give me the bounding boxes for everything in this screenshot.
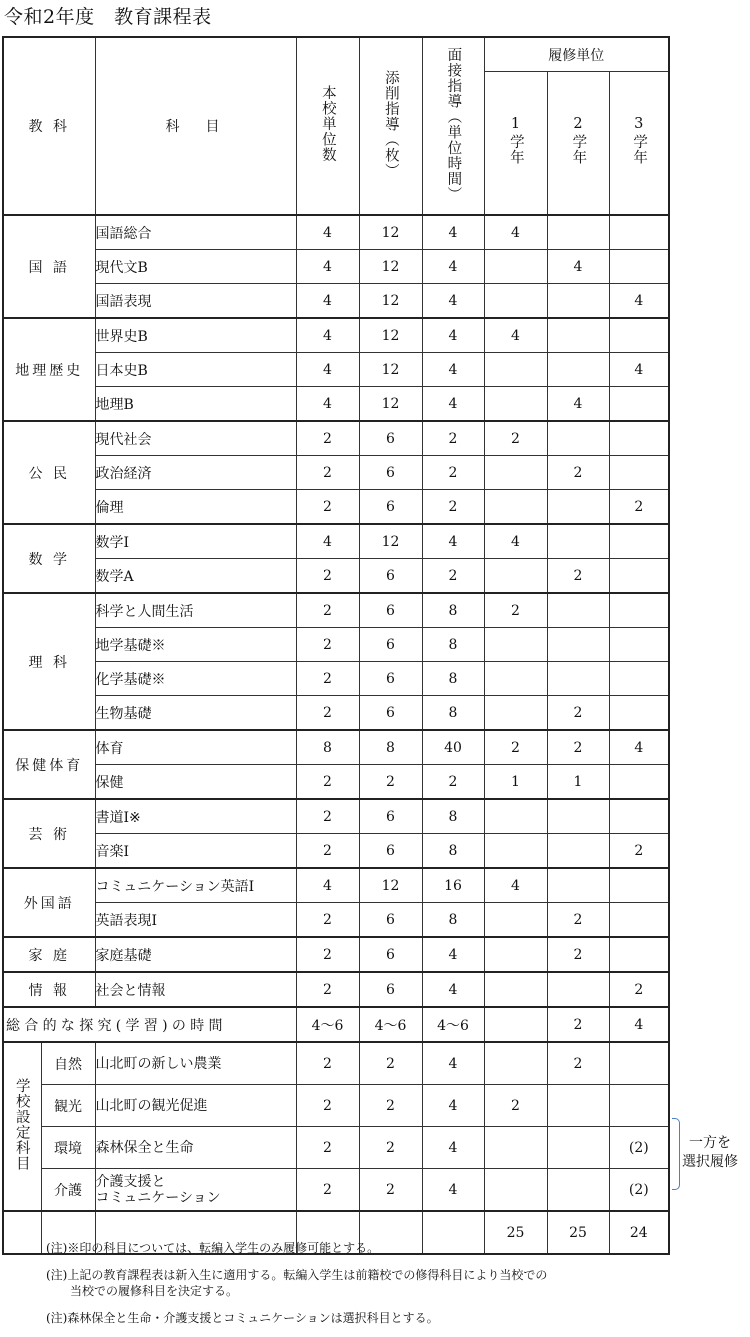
subject-cell: 地学基礎※	[95, 628, 296, 662]
mensetsu-cell: 4	[422, 1127, 484, 1169]
y1-cell	[484, 834, 547, 869]
mensetsu-cell: 8	[422, 834, 484, 869]
y1-cell	[484, 250, 547, 284]
mensetsu-cell: 16	[422, 868, 484, 903]
area-cell: 自然	[41, 1042, 95, 1085]
subject-cell: 英語表現Ⅰ	[95, 903, 296, 938]
tensaku-cell: 6	[359, 799, 422, 834]
y3-cell: 4	[609, 730, 669, 765]
table-row	[3, 353, 669, 387]
y3-cell: 4	[609, 353, 669, 387]
select-note: 一方を 選択履修	[682, 1135, 738, 1170]
area-cell: 介護	[41, 1169, 95, 1212]
mensetsu-cell: 2	[422, 490, 484, 525]
units-cell: 2	[296, 834, 359, 869]
subject-cell: 介護支援と コミュニケーション	[95, 1169, 296, 1212]
units-cell: 2	[296, 972, 359, 1007]
subject-cell: 国語総合	[95, 215, 296, 250]
y1-cell	[484, 456, 547, 490]
y2-cell	[547, 593, 609, 628]
y3-cell	[609, 421, 669, 456]
subject-cell: 家庭基礎	[95, 937, 296, 972]
table-row	[3, 1127, 669, 1169]
mensetsu-cell: 8	[422, 696, 484, 731]
table-row	[3, 765, 669, 800]
category-cell: 芸 術	[3, 799, 95, 868]
y3-cell	[609, 1042, 669, 1085]
y2-cell	[547, 421, 609, 456]
tensaku-cell: 12	[359, 353, 422, 387]
table-row	[3, 1085, 669, 1127]
subject-cell: 数学A	[95, 559, 296, 594]
table-row	[3, 937, 669, 972]
tensaku-cell: 6	[359, 696, 422, 731]
y1-cell: 2	[484, 730, 547, 765]
y3-cell	[609, 318, 669, 353]
table-row	[3, 593, 669, 628]
tensaku-cell: 12	[359, 524, 422, 559]
table-row	[3, 490, 669, 525]
table-row	[3, 903, 669, 938]
y2-cell: 2	[547, 696, 609, 731]
tensaku-cell: 12	[359, 284, 422, 319]
units-cell: 2	[296, 903, 359, 938]
tensaku-cell: 6	[359, 559, 422, 594]
y2-cell	[547, 662, 609, 696]
y2-cell	[547, 972, 609, 1007]
y3-cell	[609, 628, 669, 662]
mensetsu-cell: 8	[422, 903, 484, 938]
mensetsu-cell: 4	[422, 318, 484, 353]
subject-cell: 社会と情報	[95, 972, 296, 1007]
y2-cell	[547, 353, 609, 387]
y2-cell: 2	[547, 1007, 609, 1042]
subject-cell: 数学Ⅰ	[95, 524, 296, 559]
units-cell: 2	[296, 765, 359, 800]
y2-cell: 2	[547, 937, 609, 972]
subject-cell: 化学基礎※	[95, 662, 296, 696]
category-cell: 理 科	[3, 593, 95, 730]
y2-cell	[547, 868, 609, 903]
table-row	[3, 215, 669, 250]
tensaku-cell: 8	[359, 730, 422, 765]
tensaku-cell: 12	[359, 215, 422, 250]
y3-cell: 2	[609, 490, 669, 525]
select-bracket	[672, 1118, 680, 1190]
mensetsu-cell: 2	[422, 559, 484, 594]
category-cell: 保健体育	[3, 730, 95, 799]
y2-cell: 4	[547, 387, 609, 422]
y2-cell	[547, 1169, 609, 1212]
subject-cell: 山北町の新しい農業	[95, 1042, 296, 1085]
table-row	[3, 1169, 669, 1212]
category-cell: 情 報	[3, 972, 95, 1007]
units-cell: 2	[296, 799, 359, 834]
units-cell: 4	[296, 353, 359, 387]
y1-cell: 4	[484, 318, 547, 353]
table-row	[3, 868, 669, 903]
y3-cell: 2	[609, 972, 669, 1007]
area-cell: 観光	[41, 1085, 95, 1127]
y3-cell	[609, 456, 669, 490]
y3-cell	[609, 868, 669, 903]
tensaku-cell: 6	[359, 903, 422, 938]
subject-cell: 現代社会	[95, 421, 296, 456]
table-row	[3, 318, 669, 353]
units-cell: 4	[296, 284, 359, 319]
category-cell: 地理歴史	[3, 318, 95, 421]
units-cell: 4	[296, 215, 359, 250]
sogo-label-cell: 総合的な探究(学習)の時間	[3, 1007, 296, 1042]
y3-cell	[609, 937, 669, 972]
y3-cell	[609, 559, 669, 594]
units-cell: 2	[296, 937, 359, 972]
header-kyoka: 教 科	[3, 37, 95, 215]
table-row	[3, 284, 669, 319]
tensaku-cell: 6	[359, 834, 422, 869]
tensaku-cell: 6	[359, 972, 422, 1007]
header-year-3: 3 学年	[609, 72, 669, 216]
subject-cell: 保健	[95, 765, 296, 800]
units-cell: 2	[296, 1127, 359, 1169]
mensetsu-cell: 40	[422, 730, 484, 765]
y1-cell: 4	[484, 524, 547, 559]
subject-cell: 国語表現	[95, 284, 296, 319]
tensaku-cell: 6	[359, 628, 422, 662]
y3-cell	[609, 1085, 669, 1127]
mensetsu-cell: 8	[422, 628, 484, 662]
subject-cell: 体育	[95, 730, 296, 765]
y1-cell	[484, 696, 547, 731]
y2-cell	[547, 1085, 609, 1127]
tensaku-cell: 12	[359, 387, 422, 422]
y1-cell	[484, 1042, 547, 1085]
table-row	[3, 559, 669, 594]
y2-cell: 4	[547, 250, 609, 284]
units-cell: 4	[296, 318, 359, 353]
y1-cell: 2	[484, 1085, 547, 1127]
table-row	[3, 662, 669, 696]
y2-cell	[547, 524, 609, 559]
subject-cell: 音楽Ⅰ	[95, 834, 296, 869]
units-cell: 4	[296, 250, 359, 284]
table-row	[3, 730, 669, 765]
mensetsu-cell: 2	[422, 456, 484, 490]
y1-cell: 2	[484, 421, 547, 456]
subject-cell: 生物基礎	[95, 696, 296, 731]
subject-cell: 政治経済	[95, 456, 296, 490]
units-cell: 2	[296, 1042, 359, 1085]
category-cell: 家 庭	[3, 937, 95, 972]
mensetsu-cell: 4	[422, 937, 484, 972]
units-cell: 4	[296, 387, 359, 422]
mensetsu-cell: 2	[422, 421, 484, 456]
y1-cell	[484, 1169, 547, 1212]
table-row	[3, 524, 669, 559]
category-cell: 公 民	[3, 421, 95, 524]
tensaku-cell: 12	[359, 868, 422, 903]
mensetsu-cell: 4	[422, 353, 484, 387]
y1-cell	[484, 353, 547, 387]
curriculum-table	[2, 36, 670, 1255]
y3-cell	[609, 799, 669, 834]
table-row	[3, 696, 669, 731]
y3-cell: 2	[609, 834, 669, 869]
y3-cell: 4	[609, 1007, 669, 1042]
header-mensetsu: 面接指導（単位時間）	[422, 37, 484, 215]
mensetsu-cell: 4	[422, 972, 484, 1007]
y1-cell: 2	[484, 593, 547, 628]
table-row	[3, 250, 669, 284]
y1-cell	[484, 799, 547, 834]
header-tensaku: 添削指導（枚）	[359, 37, 422, 215]
units-cell: 2	[296, 559, 359, 594]
units-cell: 2	[296, 662, 359, 696]
tensaku-cell: 12	[359, 250, 422, 284]
y1-cell	[484, 937, 547, 972]
mensetsu-cell: 4	[422, 250, 484, 284]
table-row	[3, 421, 669, 456]
table-row	[3, 834, 669, 869]
tensaku-cell: 2	[359, 1169, 422, 1212]
subject-cell: 森林保全と生命	[95, 1127, 296, 1169]
subject-cell: 現代文B	[95, 250, 296, 284]
mensetsu-cell: 4～6	[422, 1007, 484, 1042]
page-title: 令和2年度 教育課程表	[4, 6, 212, 28]
school-category-cell	[3, 1042, 41, 1211]
mensetsu-cell: 8	[422, 799, 484, 834]
y1-cell: 1	[484, 765, 547, 800]
header-year-2: 2 学年	[547, 72, 609, 216]
tensaku-cell: 2	[359, 765, 422, 800]
y3-cell	[609, 696, 669, 731]
tensaku-cell: 4～6	[359, 1007, 422, 1042]
y3-cell: (2)	[609, 1169, 669, 1212]
note-1: (注)※印の科目については、転編入学生のみ履修可能とする。	[46, 1241, 380, 1255]
y2-cell	[547, 318, 609, 353]
units-cell: 2	[296, 1085, 359, 1127]
y1-cell: 4	[484, 215, 547, 250]
units-cell: 2	[296, 490, 359, 525]
tensaku-cell: 6	[359, 593, 422, 628]
subject-cell: コミュニケーション英語Ⅰ	[95, 868, 296, 903]
y2-cell	[547, 490, 609, 525]
y3-cell: (2)	[609, 1127, 669, 1169]
subject-cell: 科学と人間生活	[95, 593, 296, 628]
units-cell: 2	[296, 1169, 359, 1212]
empty-cell	[3, 1211, 41, 1254]
table-row	[3, 972, 669, 1007]
table-row	[3, 1042, 669, 1085]
y1-cell	[484, 387, 547, 422]
mensetsu-cell: 8	[422, 593, 484, 628]
mensetsu-cell: 2	[422, 765, 484, 800]
y3-cell	[609, 593, 669, 628]
header-honko: 本校単位数	[296, 37, 359, 215]
y1-cell	[484, 1127, 547, 1169]
y3-cell: 4	[609, 284, 669, 319]
y2-cell: 2	[547, 559, 609, 594]
y2-cell	[547, 284, 609, 319]
mensetsu-cell: 4	[422, 1085, 484, 1127]
table-row	[3, 628, 669, 662]
header-kamoku: 科 目	[95, 37, 296, 215]
y1-cell	[484, 972, 547, 1007]
mensetsu-cell: 4	[422, 1169, 484, 1212]
units-cell: 2	[296, 421, 359, 456]
y2-cell: 1	[547, 765, 609, 800]
note-3: (注)森林保全と生命・介護支援とコミュニケーションは選択科目とする。	[46, 1311, 439, 1325]
tensaku-cell: 2	[359, 1127, 422, 1169]
mensetsu-cell: 4	[422, 215, 484, 250]
table-row	[3, 799, 669, 834]
y1-cell	[484, 903, 547, 938]
subject-cell: 書道Ⅰ※	[95, 799, 296, 834]
tensaku-cell: 6	[359, 421, 422, 456]
mensetsu-cell: 4	[422, 524, 484, 559]
y2-cell	[547, 1127, 609, 1169]
y3-cell	[609, 250, 669, 284]
y2-cell	[547, 215, 609, 250]
table-row	[3, 387, 669, 422]
mensetsu-cell: 4	[422, 1042, 484, 1085]
total-y3-cell: 24	[609, 1211, 669, 1254]
y2-cell: 2	[547, 903, 609, 938]
table-row	[3, 456, 669, 490]
mensetsu-cell: 4	[422, 284, 484, 319]
header-year-1: 1 学年	[484, 72, 547, 216]
y2-cell: 2	[547, 1042, 609, 1085]
y2-cell	[547, 799, 609, 834]
y3-cell	[609, 903, 669, 938]
school-category-label: 学校設定科目	[13, 1078, 30, 1171]
y3-cell	[609, 387, 669, 422]
units-cell: 4	[296, 524, 359, 559]
tensaku-cell: 12	[359, 318, 422, 353]
y1-cell	[484, 662, 547, 696]
category-cell: 国 語	[3, 215, 95, 318]
y3-cell	[609, 765, 669, 800]
total-y2-cell: 25	[547, 1211, 609, 1254]
y1-cell	[484, 559, 547, 594]
y2-cell	[547, 834, 609, 869]
y1-cell	[484, 1007, 547, 1042]
note-2: (注)上記の教育課程表は新入生に適用する。転編入学生は前籍校での修得科目により当校での 当校での履修科目を決定する。	[46, 1268, 548, 1298]
tensaku-cell: 2	[359, 1085, 422, 1127]
total-y1-cell: 25	[484, 1211, 547, 1254]
category-cell: 数 学	[3, 524, 95, 593]
area-cell: 環境	[41, 1127, 95, 1169]
subject-cell: 日本史B	[95, 353, 296, 387]
units-cell: 2	[296, 456, 359, 490]
mensetsu-cell: 4	[422, 387, 484, 422]
units-cell: 2	[296, 628, 359, 662]
subject-cell: 世界史B	[95, 318, 296, 353]
subject-cell: 地理B	[95, 387, 296, 422]
y3-cell	[609, 524, 669, 559]
header-rishu: 履修単位	[484, 37, 669, 72]
units-cell: 2	[296, 696, 359, 731]
y1-cell	[484, 490, 547, 525]
y3-cell	[609, 215, 669, 250]
units-cell: 8	[296, 730, 359, 765]
tensaku-cell: 6	[359, 456, 422, 490]
tensaku-cell: 6	[359, 937, 422, 972]
tensaku-cell: 2	[359, 1042, 422, 1085]
subject-cell: 倫理	[95, 490, 296, 525]
tensaku-cell: 6	[359, 490, 422, 525]
tensaku-cell: 6	[359, 662, 422, 696]
category-cell: 外国語	[3, 868, 95, 937]
units-cell: 2	[296, 593, 359, 628]
notes	[46, 1240, 547, 1337]
y1-cell	[484, 628, 547, 662]
y1-cell: 4	[484, 868, 547, 903]
y1-cell	[484, 284, 547, 319]
units-cell: 4	[296, 868, 359, 903]
y2-cell: 2	[547, 456, 609, 490]
mensetsu-cell: 8	[422, 662, 484, 696]
y2-cell: 2	[547, 730, 609, 765]
y2-cell	[547, 628, 609, 662]
table-row	[3, 1007, 669, 1042]
y3-cell	[609, 662, 669, 696]
units-cell: 4～6	[296, 1007, 359, 1042]
subject-cell: 山北町の観光促進	[95, 1085, 296, 1127]
